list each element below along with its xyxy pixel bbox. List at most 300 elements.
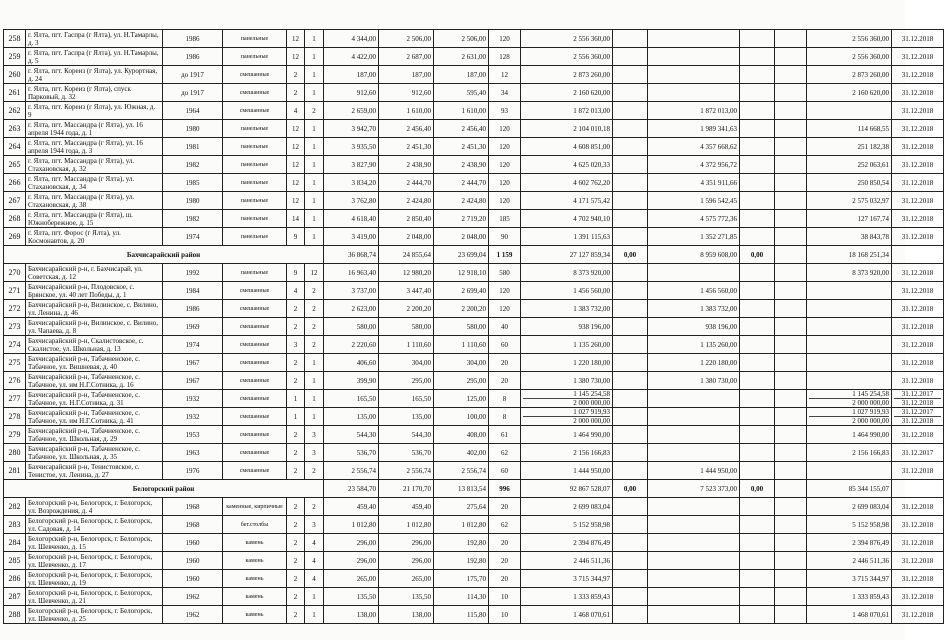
row-number: 288 xyxy=(4,606,26,624)
repair-cost: 2 873 260,00 xyxy=(521,66,613,84)
fund-3 xyxy=(740,264,775,282)
table-row xyxy=(4,588,944,606)
fund-2 xyxy=(648,534,740,552)
repair-cost-line: 2 000 000,00 xyxy=(523,416,610,425)
row-number: 259 xyxy=(4,48,26,66)
completion-date: 31.12.2018 xyxy=(892,228,944,246)
entrance-count: 1 xyxy=(305,408,324,426)
fund-2 xyxy=(648,408,740,426)
building-address: Белогорский р-н, Белогорск, г. Белогорск, ул. Шевченко, д. 15 xyxy=(26,534,163,552)
area-residential: 402,00 xyxy=(434,444,489,462)
resident-count: 20 xyxy=(489,354,521,372)
build-year: 1980 xyxy=(163,192,223,210)
fund-1 xyxy=(613,138,648,156)
area-total: 2 623,00 xyxy=(324,300,379,318)
table-row xyxy=(4,138,944,156)
area-total: 3 935,50 xyxy=(324,138,379,156)
build-year: 1932 xyxy=(163,408,223,426)
row-number: 268 xyxy=(4,210,26,228)
resident-count: 8 xyxy=(489,408,521,426)
fund-3 xyxy=(740,174,775,192)
subtotal-residents: 996 xyxy=(489,480,521,498)
building-address: Бахчисарайский р-н, Плодовское, с. Брянское, ул. 40 лет Победы, д. 1 xyxy=(26,282,163,300)
build-year: 1962 xyxy=(163,606,223,624)
repair-cost: 3 715 344,97 xyxy=(521,570,613,588)
area-total: 3 737,00 xyxy=(324,282,379,300)
fund-1 xyxy=(613,426,648,444)
row-number: 263 xyxy=(4,120,26,138)
wall-material: смешанные xyxy=(223,408,287,426)
row-number: 264 xyxy=(4,138,26,156)
fund-1 xyxy=(613,30,648,48)
fund-2: 938 196,00 xyxy=(648,318,740,336)
building-address: Белогорский р-н, Белогорск, г. Белогорск, ул. Возрождения, д. 4 xyxy=(26,498,163,516)
building-address: Бахчисарайский р-н, Вилинское, с. Вилино, ул. Чапаева, д. 8 xyxy=(26,318,163,336)
area-residential: 2 048,00 xyxy=(434,228,489,246)
build-year: 1962 xyxy=(163,588,223,606)
fund-4 xyxy=(775,282,807,300)
fund-4 xyxy=(775,444,807,462)
floor-count: 2 xyxy=(287,552,305,570)
fund-2: 1 872 013,00 xyxy=(648,102,740,120)
area-total: 580,00 xyxy=(324,318,379,336)
area-living: 2 850,40 xyxy=(379,210,434,228)
table-row xyxy=(4,102,944,120)
fund-4 xyxy=(775,156,807,174)
area-total: 296,00 xyxy=(324,534,379,552)
repair-cost-line: 1 027 919,93 xyxy=(573,408,610,416)
area-total: 399,90 xyxy=(324,372,379,390)
floor-count: 2 xyxy=(287,426,305,444)
row-number: 274 xyxy=(4,336,26,354)
table-row xyxy=(4,444,944,462)
row-number: 271 xyxy=(4,282,26,300)
entrance-count: 1 xyxy=(305,48,324,66)
repair-cost: 1 383 732,00 xyxy=(521,300,613,318)
fund-3 xyxy=(740,138,775,156)
completion-date-line: 31.12.2018 xyxy=(894,398,941,407)
fund-4 xyxy=(775,534,807,552)
build-year: 1960 xyxy=(163,552,223,570)
district-name: Белогорский район xyxy=(4,480,324,498)
resident-count: 62 xyxy=(489,444,521,462)
table-row xyxy=(4,66,944,84)
area-total: 3 834,20 xyxy=(324,174,379,192)
area-residential: 192,80 xyxy=(434,534,489,552)
entrance-count: 2 xyxy=(305,282,324,300)
wall-material: бет.столбы xyxy=(223,516,287,534)
fund-3 xyxy=(740,462,775,480)
wall-material: панельные xyxy=(223,156,287,174)
resident-count: 60 xyxy=(489,336,521,354)
building-address: Бахчисарайский р-н, Табачненское, с. Табачное, ул. Школьная, д. 29 xyxy=(26,426,163,444)
fund-3 xyxy=(740,30,775,48)
area-living: 1 012,80 xyxy=(379,516,434,534)
fund-5: 2 873 260,00 xyxy=(807,66,892,84)
fund-3 xyxy=(740,228,775,246)
fund-1 xyxy=(613,174,648,192)
table-row xyxy=(4,534,944,552)
fund-2 xyxy=(648,444,740,462)
subtotal-fund-1: 0,00 xyxy=(613,480,648,498)
resident-count: 34 xyxy=(489,84,521,102)
fund-2: 1 383 732,00 xyxy=(648,300,740,318)
entrance-count: 12 xyxy=(305,264,324,282)
area-residential: 175,70 xyxy=(434,570,489,588)
fund-5-line: 2 000 000,00 xyxy=(809,416,889,425)
row-number: 267 xyxy=(4,192,26,210)
build-year: 1985 xyxy=(163,174,223,192)
fund-5: 3 715 344,97 xyxy=(807,570,892,588)
fund-1 xyxy=(613,318,648,336)
completion-date: 31.12.2018 xyxy=(892,300,944,318)
repair-cost: 938 196,00 xyxy=(521,318,613,336)
wall-material: смешанные xyxy=(223,300,287,318)
area-residential: 2 444,70 xyxy=(434,174,489,192)
subtotal-fund-4 xyxy=(775,480,807,498)
row-number: 265 xyxy=(4,156,26,174)
fund-2: 1 444 950,00 xyxy=(648,462,740,480)
table-row xyxy=(4,498,944,516)
fund-5: 8 373 920,00 xyxy=(807,264,892,282)
table-row xyxy=(4,408,944,426)
area-living: 165,50 xyxy=(379,390,434,408)
completion-date: 31.12.2018 xyxy=(892,120,944,138)
fund-5-line: 1 145 254,58 xyxy=(852,390,889,398)
area-residential: 1 610,00 xyxy=(434,102,489,120)
floor-count: 2 xyxy=(287,606,305,624)
area-residential: 114,30 xyxy=(434,588,489,606)
area-total: 2 220,60 xyxy=(324,336,379,354)
fund-2 xyxy=(648,588,740,606)
repair-cost: 1 468 070,61 xyxy=(521,606,613,624)
row-number: 273 xyxy=(4,318,26,336)
subtotal-fund-1: 0,00 xyxy=(613,246,648,264)
fund-5: 2 556 360,00 xyxy=(807,48,892,66)
wall-material: смешанные xyxy=(223,444,287,462)
table-body xyxy=(4,30,944,624)
building-address: Бахчисарайский р-н, Табачненское, с. Табачное, ул. Н.Г.Сотника, д. 31 xyxy=(26,390,163,408)
entrance-count: 2 xyxy=(305,102,324,120)
floor-count: 2 xyxy=(287,372,305,390)
completion-date: 31.12.2018 xyxy=(892,498,944,516)
floor-count: 2 xyxy=(287,462,305,480)
fund-4 xyxy=(775,606,807,624)
repair-cost: 2 156 166,83 xyxy=(521,444,613,462)
fund-5: 2 556 360,00 xyxy=(807,30,892,48)
completion-date: 31.12.2018 xyxy=(892,210,944,228)
area-total: 3 827,90 xyxy=(324,156,379,174)
fund-2: 4 575 772,36 xyxy=(648,210,740,228)
entrance-count: 2 xyxy=(305,498,324,516)
fund-3 xyxy=(740,318,775,336)
table-row xyxy=(4,210,944,228)
area-living: 2 506,00 xyxy=(379,30,434,48)
resident-count: 40 xyxy=(489,318,521,336)
wall-material: смешанные xyxy=(223,84,287,102)
fund-2: 1 989 341,63 xyxy=(648,120,740,138)
wall-material: смешанные xyxy=(223,102,287,120)
fund-1 xyxy=(613,444,648,462)
fund-4 xyxy=(775,516,807,534)
entrance-count: 1 xyxy=(305,138,324,156)
fund-5: 5 152 958,98 xyxy=(807,516,892,534)
floor-count: 2 xyxy=(287,516,305,534)
building-address: Бахчисарайский р-н, Табачненское, с. Табачное, ул. им Н.Г.Сотника, д. 16 xyxy=(26,372,163,390)
build-year: 1974 xyxy=(163,228,223,246)
row-number: 287 xyxy=(4,588,26,606)
resident-count: 20 xyxy=(489,498,521,516)
fund-3 xyxy=(740,156,775,174)
completion-date: 31.12.2018 xyxy=(892,102,944,120)
repair-cost xyxy=(521,390,613,408)
fund-4 xyxy=(775,300,807,318)
area-living: 2 048,00 xyxy=(379,228,434,246)
floor-count: 2 xyxy=(287,354,305,372)
area-living: 2 438,90 xyxy=(379,156,434,174)
fund-5: 38 843,78 xyxy=(807,228,892,246)
subtotal-area-residential: 23 699,04 xyxy=(434,246,489,264)
floor-count: 4 xyxy=(287,282,305,300)
building-address: Белогорский р-н, Белогорск, г. Белогорск, ул. Шевченко, д. 19 xyxy=(26,570,163,588)
fund-4 xyxy=(775,48,807,66)
subtotal-fund-3: 0,00 xyxy=(740,480,775,498)
wall-material: смешанные xyxy=(223,426,287,444)
area-residential: 408,00 xyxy=(434,426,489,444)
fund-4 xyxy=(775,426,807,444)
build-year: 1964 xyxy=(163,102,223,120)
fund-3 xyxy=(740,372,775,390)
entrance-count: 1 xyxy=(305,588,324,606)
fund-4 xyxy=(775,408,807,426)
build-year: 1980 xyxy=(163,120,223,138)
fund-2: 1 456 560,00 xyxy=(648,282,740,300)
entrance-count: 1 xyxy=(305,174,324,192)
building-address: г. Ялта, пгт. Массандра (г Ялта), ш. Южнобережное, д. 15 xyxy=(26,210,163,228)
wall-material: камень xyxy=(223,534,287,552)
fund-2: 1 352 271,85 xyxy=(648,228,740,246)
fund-3 xyxy=(740,210,775,228)
completion-date: 31.12.2018 xyxy=(892,570,944,588)
entrance-count: 3 xyxy=(305,516,324,534)
build-year: 1984 xyxy=(163,282,223,300)
fund-1 xyxy=(613,282,648,300)
area-living: 2 556,74 xyxy=(379,462,434,480)
fund-1 xyxy=(613,156,648,174)
area-total: 2 659,00 xyxy=(324,102,379,120)
area-residential: 2 506,00 xyxy=(434,30,489,48)
wall-material: смешанные xyxy=(223,66,287,84)
area-living: 536,70 xyxy=(379,444,434,462)
build-year: 1974 xyxy=(163,336,223,354)
fund-5-line: 2 000 000,00 xyxy=(809,398,889,407)
fund-2 xyxy=(648,30,740,48)
area-living: 544,30 xyxy=(379,426,434,444)
fund-3 xyxy=(740,408,775,426)
completion-date: 31.12.2018 xyxy=(892,462,944,480)
fund-1 xyxy=(613,606,648,624)
fund-2 xyxy=(648,426,740,444)
fund-1 xyxy=(613,372,648,390)
fund-1 xyxy=(613,120,648,138)
table-row xyxy=(4,516,944,534)
fund-1 xyxy=(613,498,648,516)
area-residential: 2 451,30 xyxy=(434,138,489,156)
resident-count: 580 xyxy=(489,264,521,282)
wall-material: панельные xyxy=(223,138,287,156)
fund-3 xyxy=(740,552,775,570)
area-residential: 187,00 xyxy=(434,66,489,84)
fund-1 xyxy=(613,102,648,120)
resident-count: 62 xyxy=(489,516,521,534)
table-row xyxy=(4,354,944,372)
fund-5 xyxy=(807,390,892,408)
fund-1 xyxy=(613,300,648,318)
repair-cost: 2 446 511,36 xyxy=(521,552,613,570)
floor-count: 12 xyxy=(287,120,305,138)
fund-4 xyxy=(775,228,807,246)
fund-2 xyxy=(648,570,740,588)
area-residential: 1 012,80 xyxy=(434,516,489,534)
floor-count: 2 xyxy=(287,84,305,102)
fund-5 xyxy=(807,102,892,120)
fund-4 xyxy=(775,264,807,282)
fund-2: 1 135 260,00 xyxy=(648,336,740,354)
fund-3 xyxy=(740,534,775,552)
area-residential: 1 110,60 xyxy=(434,336,489,354)
row-number: 286 xyxy=(4,570,26,588)
fund-5: 250 850,54 xyxy=(807,174,892,192)
wall-material: камень xyxy=(223,606,287,624)
repair-cost: 1 444 950,00 xyxy=(521,462,613,480)
fund-5 xyxy=(807,300,892,318)
subtotal-area-living: 24 855,64 xyxy=(379,246,434,264)
fund-4 xyxy=(775,372,807,390)
repair-cost: 1 380 730,00 xyxy=(521,372,613,390)
area-living: 912,60 xyxy=(379,84,434,102)
repair-cost: 2 394 876,49 xyxy=(521,534,613,552)
area-total: 544,30 xyxy=(324,426,379,444)
fund-3 xyxy=(740,426,775,444)
table-row xyxy=(4,282,944,300)
repair-cost: 1 391 115,63 xyxy=(521,228,613,246)
fund-4 xyxy=(775,390,807,408)
entrance-count: 1 xyxy=(305,120,324,138)
resident-count: 120 xyxy=(489,192,521,210)
row-number: 280 xyxy=(4,444,26,462)
table-row xyxy=(4,570,944,588)
fund-4 xyxy=(775,588,807,606)
repair-cost: 2 699 083,04 xyxy=(521,498,613,516)
wall-material: смешанные xyxy=(223,390,287,408)
table-row xyxy=(4,336,944,354)
area-living: 1 610,00 xyxy=(379,102,434,120)
floor-count: 12 xyxy=(287,192,305,210)
building-address: Белогорский р-н, Белогорск, г. Белогорск, ул. Шевченко, д. 21 xyxy=(26,588,163,606)
table-row xyxy=(4,264,944,282)
build-year: 1968 xyxy=(163,498,223,516)
building-address: Бахчисарайский р-н, г. Бахчисарай, ул. Советская, д. 12 xyxy=(26,264,163,282)
fund-3 xyxy=(740,300,775,318)
completion-date: 31.12.2018 xyxy=(892,534,944,552)
building-address: Бахчисарайский р-н, Вилинское, с. Вилино, ул. Ленина, д. 46 xyxy=(26,300,163,318)
area-total: 135,00 xyxy=(324,408,379,426)
fund-5 xyxy=(807,408,892,426)
entrance-count: 4 xyxy=(305,570,324,588)
area-living: 2 200,20 xyxy=(379,300,434,318)
subtotal-date xyxy=(892,246,944,264)
build-year: 1986 xyxy=(163,300,223,318)
area-living: 1 110,60 xyxy=(379,336,434,354)
fund-1 xyxy=(613,336,648,354)
resident-count: 185 xyxy=(489,210,521,228)
row-number: 276 xyxy=(4,372,26,390)
floor-count: 2 xyxy=(287,300,305,318)
completion-date: 31.12.2018 xyxy=(892,318,944,336)
building-address: г. Ялта, пгт. Массандра (г Ялта), ул. 16 апреля 1944 года, д. 1 xyxy=(26,120,163,138)
subtotal-fund-2: 7 523 373,00 xyxy=(648,480,740,498)
area-total: 165,50 xyxy=(324,390,379,408)
resident-count: 120 xyxy=(489,120,521,138)
fund-4 xyxy=(775,138,807,156)
area-residential: 12 918,10 xyxy=(434,264,489,282)
completion-date: 31.12.2018 xyxy=(892,48,944,66)
fund-4 xyxy=(775,354,807,372)
fund-3 xyxy=(740,570,775,588)
area-total: 912,60 xyxy=(324,84,379,102)
completion-date: 31.12.2018 xyxy=(892,30,944,48)
area-residential: 2 719,20 xyxy=(434,210,489,228)
build-year: 1992 xyxy=(163,264,223,282)
row-number: 284 xyxy=(4,534,26,552)
floor-count: 2 xyxy=(287,318,305,336)
housing-register-table xyxy=(3,29,944,624)
fund-5: 251 182,38 xyxy=(807,138,892,156)
completion-date: 31.12.2018 xyxy=(892,192,944,210)
build-year: 1953 xyxy=(163,426,223,444)
fund-3 xyxy=(740,588,775,606)
area-living: 2 456,40 xyxy=(379,120,434,138)
fund-4 xyxy=(775,192,807,210)
fund-5 xyxy=(807,372,892,390)
table-row xyxy=(4,552,944,570)
fund-3 xyxy=(740,390,775,408)
fund-1 xyxy=(613,84,648,102)
row-number: 275 xyxy=(4,354,26,372)
build-year: 1960 xyxy=(163,570,223,588)
build-year: 1982 xyxy=(163,210,223,228)
repair-cost: 2 104 010,18 xyxy=(521,120,613,138)
build-year: 1986 xyxy=(163,30,223,48)
row-number: 261 xyxy=(4,84,26,102)
entrance-count: 1 xyxy=(305,192,324,210)
area-residential: 580,00 xyxy=(434,318,489,336)
wall-material: камень xyxy=(223,588,287,606)
fund-2: 1 596 542,45 xyxy=(648,192,740,210)
wall-material: смешанные xyxy=(223,336,287,354)
entrance-count: 1 xyxy=(305,210,324,228)
table-row xyxy=(4,606,944,624)
fund-2 xyxy=(648,498,740,516)
subtotal-fund-2: 8 959 608,00 xyxy=(648,246,740,264)
area-residential: 2 556,74 xyxy=(434,462,489,480)
area-total: 3 762,80 xyxy=(324,192,379,210)
building-address: Белогорский р-н, Белогорск, г. Белогорск, ул. Шевченко, д. 17 xyxy=(26,552,163,570)
build-year: 1960 xyxy=(163,534,223,552)
fund-3 xyxy=(740,192,775,210)
fund-5: 1 464 990,00 xyxy=(807,426,892,444)
wall-material: камень xyxy=(223,570,287,588)
